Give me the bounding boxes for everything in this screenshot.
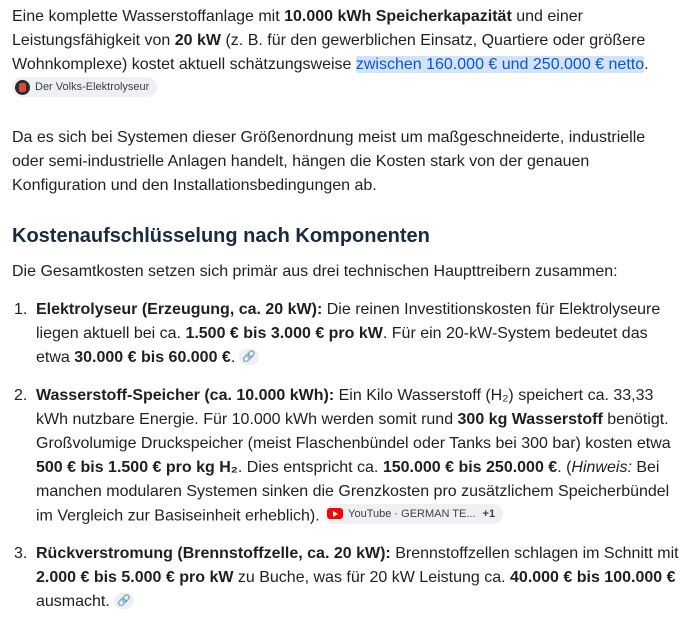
- item-text: Brennstoffzellen schlagen im Schnitt mit: [390, 545, 679, 562]
- item-text: Ein Kilo Wasserstoff (H₂) speichert ca. 33,33 kWh nutzbare Energie. Für 10.000 kWh werden somit rund: [36, 386, 654, 428]
- cost-highlight[interactable]: zwischen 160.000 € und 250.000 € netto: [355, 56, 645, 73]
- source-chip-volks-elektrolyseur[interactable]: [12, 77, 157, 97]
- intro-text-4: .: [644, 56, 649, 73]
- item-bold: 30.000 € bis 60.000 €: [74, 348, 231, 366]
- item-text: Die reinen Investitionskosten für Elektrolyseure liegen aktuell bei ca.: [36, 300, 661, 342]
- item-text: benötigt. Großvolumige Druckspeicher (meist Flaschenbündel oder Tanks bei 300 bar) kosten etwa: [36, 410, 671, 452]
- item-bold: 1.500 € bis 3.000 € pro kW: [185, 324, 383, 342]
- intro-text-2: und einer Leistungsfähigkeit von: [12, 8, 583, 49]
- link-icon[interactable]: 🔗: [239, 349, 259, 365]
- intro-bold-power: 20 kW: [174, 32, 222, 49]
- source-chip-youtube[interactable]: [324, 504, 503, 524]
- list-number: 2.: [14, 386, 28, 404]
- source-chip-label: Der Volks-Elektrolyseur: [35, 81, 150, 93]
- item-text: . Dies entspricht ca.: [237, 458, 383, 476]
- item-text: . Für ein 20-kW-System bedeutet das etwa: [36, 324, 648, 366]
- intro-text-3: (z. B. für den gewerblichen Einsatz, Quartiere oder größere Wohnkomplexe) kostet aktuell schätzungsweise: [12, 32, 646, 73]
- item-text: .: [230, 348, 236, 366]
- item-title: Rückverstromung (Brennstoffzelle, ca. 20 kW):: [36, 545, 391, 562]
- list-item-electrolyzer: [12, 298, 680, 370]
- intro-text-1: Eine komplette Wasserstoffanlage mit: [12, 8, 285, 25]
- item-title: Elektrolyseur (Erzeugung, ca. 20 kW):: [36, 300, 323, 318]
- item-bold: 2.000 € bis 5.000 € pro kW: [36, 569, 234, 586]
- list-number: 3.: [14, 545, 28, 562]
- item-bold: 40.000 € bis 100.000 €: [510, 569, 676, 586]
- hint-label: Hinweis:: [571, 458, 632, 476]
- item-title: Wasserstoff-Speicher (ca. 10.000 kWh):: [36, 386, 335, 404]
- section-lead: Die Gesamtkosten setzen sich primär aus drei technischen Haupttreibern zusammen:: [12, 262, 618, 280]
- intro-paragraph: [12, 5, 680, 104]
- intro-bold-capacity: 10.000 kWh Speicherkapazität: [284, 8, 512, 25]
- item-text: . (: [557, 458, 572, 476]
- list-number: 1.: [14, 300, 28, 318]
- section-heading: Kostenaufschlüsselung nach Komponenten: [12, 224, 430, 247]
- item-text: ausmacht.: [36, 593, 110, 610]
- item-bold: 300 kg Wasserstoff: [457, 410, 603, 428]
- source-more-count: +1: [482, 507, 496, 520]
- item-bold: 150.000 € bis 250.000 €: [382, 458, 558, 476]
- source-chip-label: YouTube · GERMAN TE...: [348, 507, 476, 520]
- source-favicon-icon: [15, 80, 30, 95]
- component-list: [12, 298, 680, 615]
- youtube-icon: [327, 508, 343, 519]
- item-text: zu Buche, was für 20 kW Leistung ca.: [233, 569, 511, 586]
- list-item-fuel-cell: [12, 542, 680, 614]
- item-text: Bei manchen modularen Systemen sinken die Grenzkosten pro zusätzlichem Speicherbündel im Vergleich zur Basiseinheit erheblich).: [36, 458, 670, 524]
- link-icon[interactable]: 🔗: [114, 593, 134, 609]
- item-bold: 500 € bis 1.500 € pro kg H₂: [36, 458, 238, 476]
- list-item-storage: [12, 384, 680, 529]
- context-paragraph: Da es sich bei Systemen dieser Größenordnung meist um maßgeschneiderte, industrielle oder semi-industrielle Anlagen handelt, hängen die Kosten stark von der genauen Konfiguration und den Installationsbedingungen ab.: [12, 128, 646, 194]
